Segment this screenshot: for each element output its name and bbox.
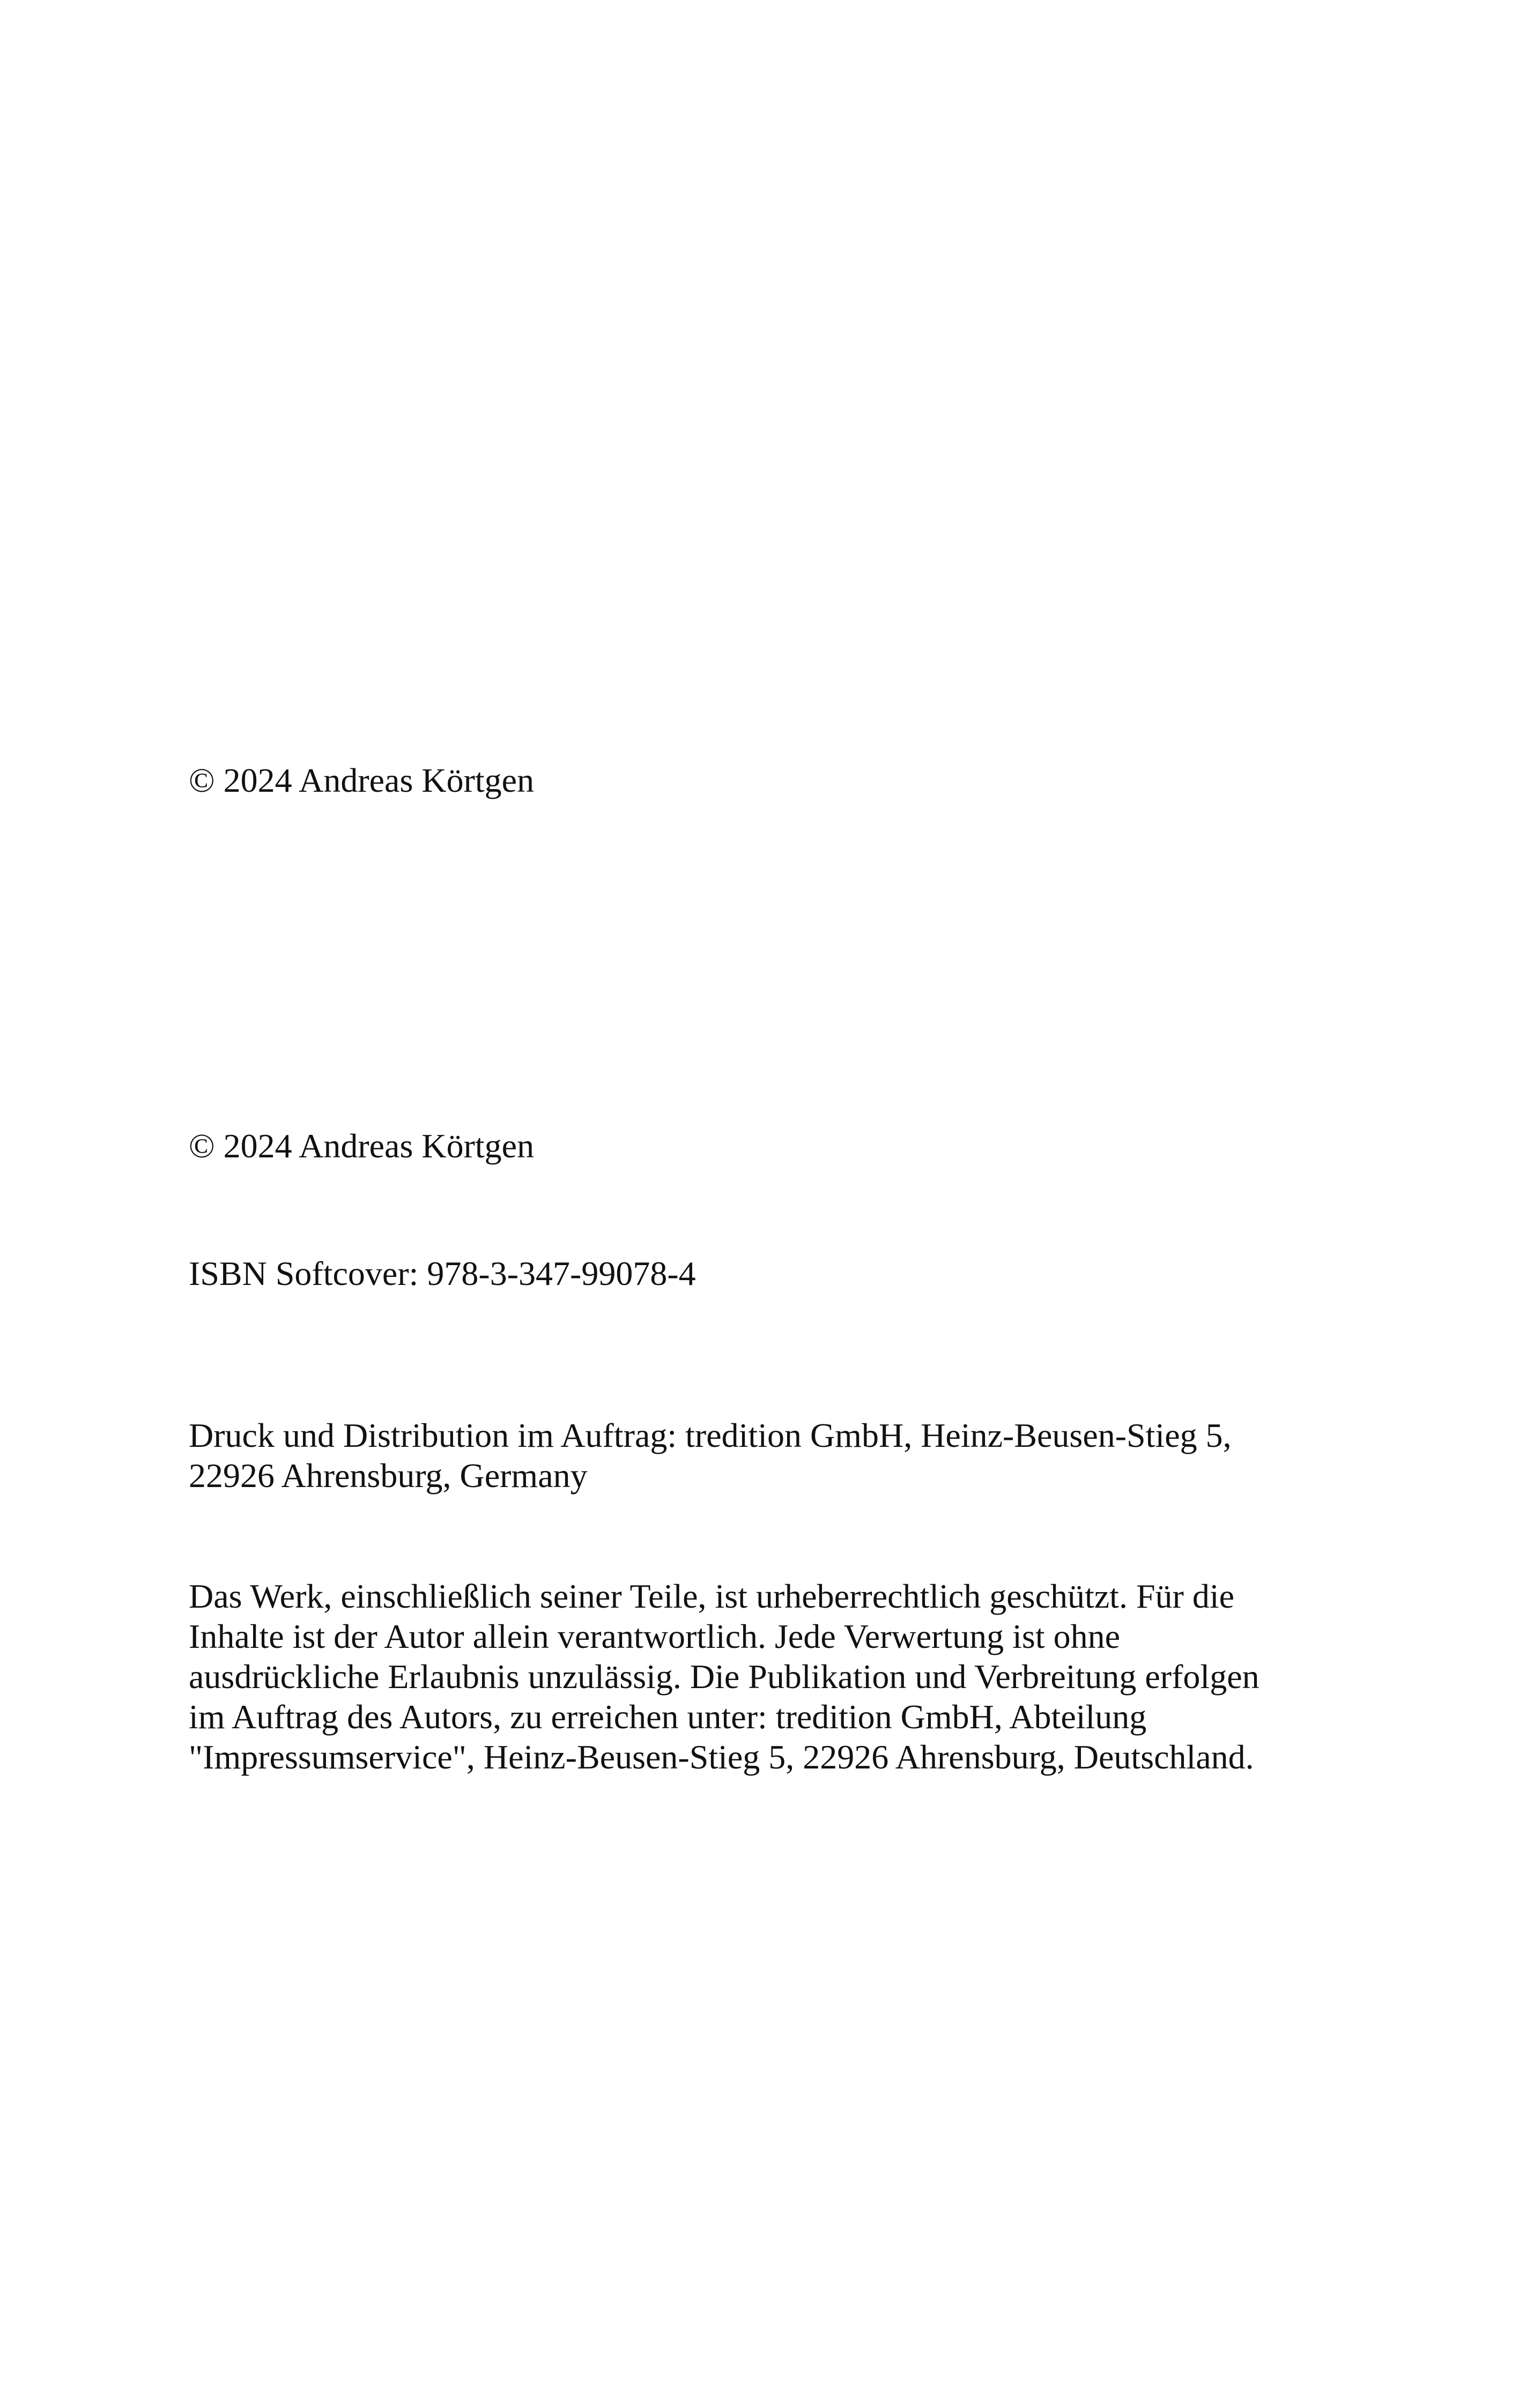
legal-notice-block — [189, 1576, 1342, 1777]
legal-notice-line: ausdrückliche Erlaubnis unzulässig. Die Publikation und Verbreitung erfolgen — [189, 1658, 1259, 1696]
print-distribution-block — [189, 1415, 1342, 1496]
legal-notice-line: im Auftrag des Autors, zu erreichen unter: tredition GmbH, Abteilung — [189, 1698, 1147, 1736]
copyright-notice-repeat: © 2024 Andreas Körtgen — [189, 1127, 535, 1165]
print-distribution-line: 22926 Ahrensburg, Germany — [189, 1456, 588, 1495]
legal-notice-line: Inhalte ist der Autor allein verantwortlich. Jede Verwertung ist ohne — [189, 1617, 1120, 1655]
legal-notice-line: "Impressumservice", Heinz-Beusen-Stieg 5, 22926 Ahrensburg, Deutschland. — [189, 1738, 1254, 1776]
legal-notice-line: Das Werk, einschließlich seiner Teile, ist urheberrechtlich geschützt. Für die — [189, 1577, 1235, 1615]
copyright-notice: © 2024 Andreas Körtgen — [189, 761, 535, 799]
isbn-line: ISBN Softcover: 978-3-347-99078-4 — [189, 1254, 696, 1292]
print-distribution-line: Druck und Distribution im Auftrag: tredition GmbH, Heinz-Beusen-Stieg 5, — [189, 1416, 1232, 1454]
